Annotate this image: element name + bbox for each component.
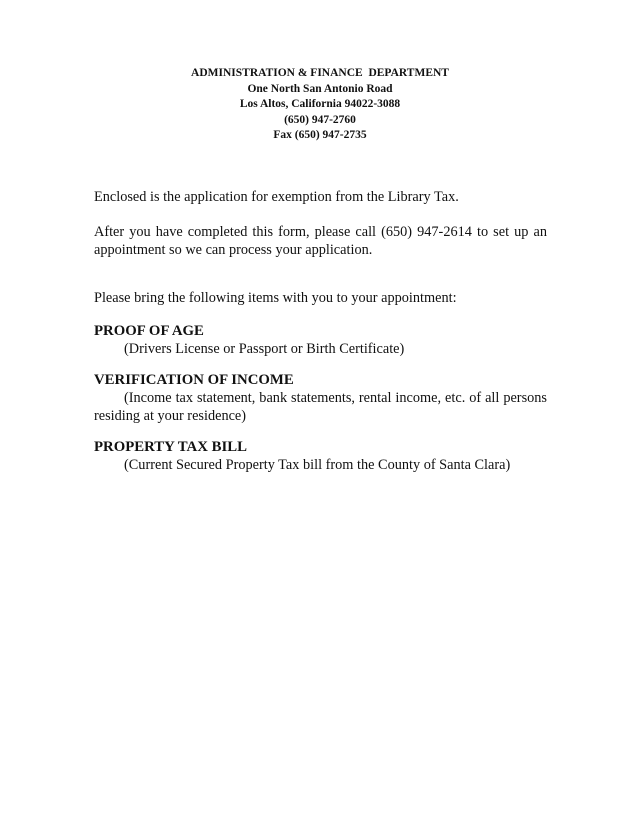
item-heading: PROPERTY TAX BILL (94, 439, 247, 455)
department-name: ADMINISTRATION & FINANCE DEPARTMENT (191, 67, 449, 79)
phone-number: (650) 947-2760 (284, 113, 356, 126)
bring-items-paragraph-block (94, 289, 547, 307)
item-proof-of-age (94, 322, 547, 358)
item-heading: VERIFICATION OF INCOME (94, 372, 294, 388)
item-verification-of-income (94, 371, 547, 425)
bring-items-paragraph: Please bring the following items with you to your appointment: (94, 290, 457, 306)
intro-paragraph-block (94, 188, 547, 206)
fax-number: Fax (650) 947-2735 (273, 129, 367, 141)
instructions-paragraph-block (94, 223, 547, 259)
intro-paragraph: Enclosed is the application for exemption from the Library Tax. (94, 189, 459, 205)
item-property-tax-bill (94, 438, 547, 474)
item-description: (Current Secured Property Tax bill from the County of Santa Clara) (124, 457, 511, 473)
item-description: (Drivers License or Passport or Birth Certificate) (124, 341, 405, 357)
item-heading: PROOF OF AGE (94, 323, 204, 339)
instructions-line-1: After you have completed this form, please call (650) 947-2614 to set up an (94, 224, 547, 240)
instructions-line-2: appointment so we can process your application. (94, 242, 373, 258)
street-address: One North San Antonio Road (247, 82, 393, 95)
item-description: (Income tax statement, bank statements, rental income, etc. of all persons residing at your residence) (94, 390, 547, 424)
letterhead (0, 66, 640, 144)
city-address: Los Altos, California 94022-3088 (239, 98, 401, 110)
